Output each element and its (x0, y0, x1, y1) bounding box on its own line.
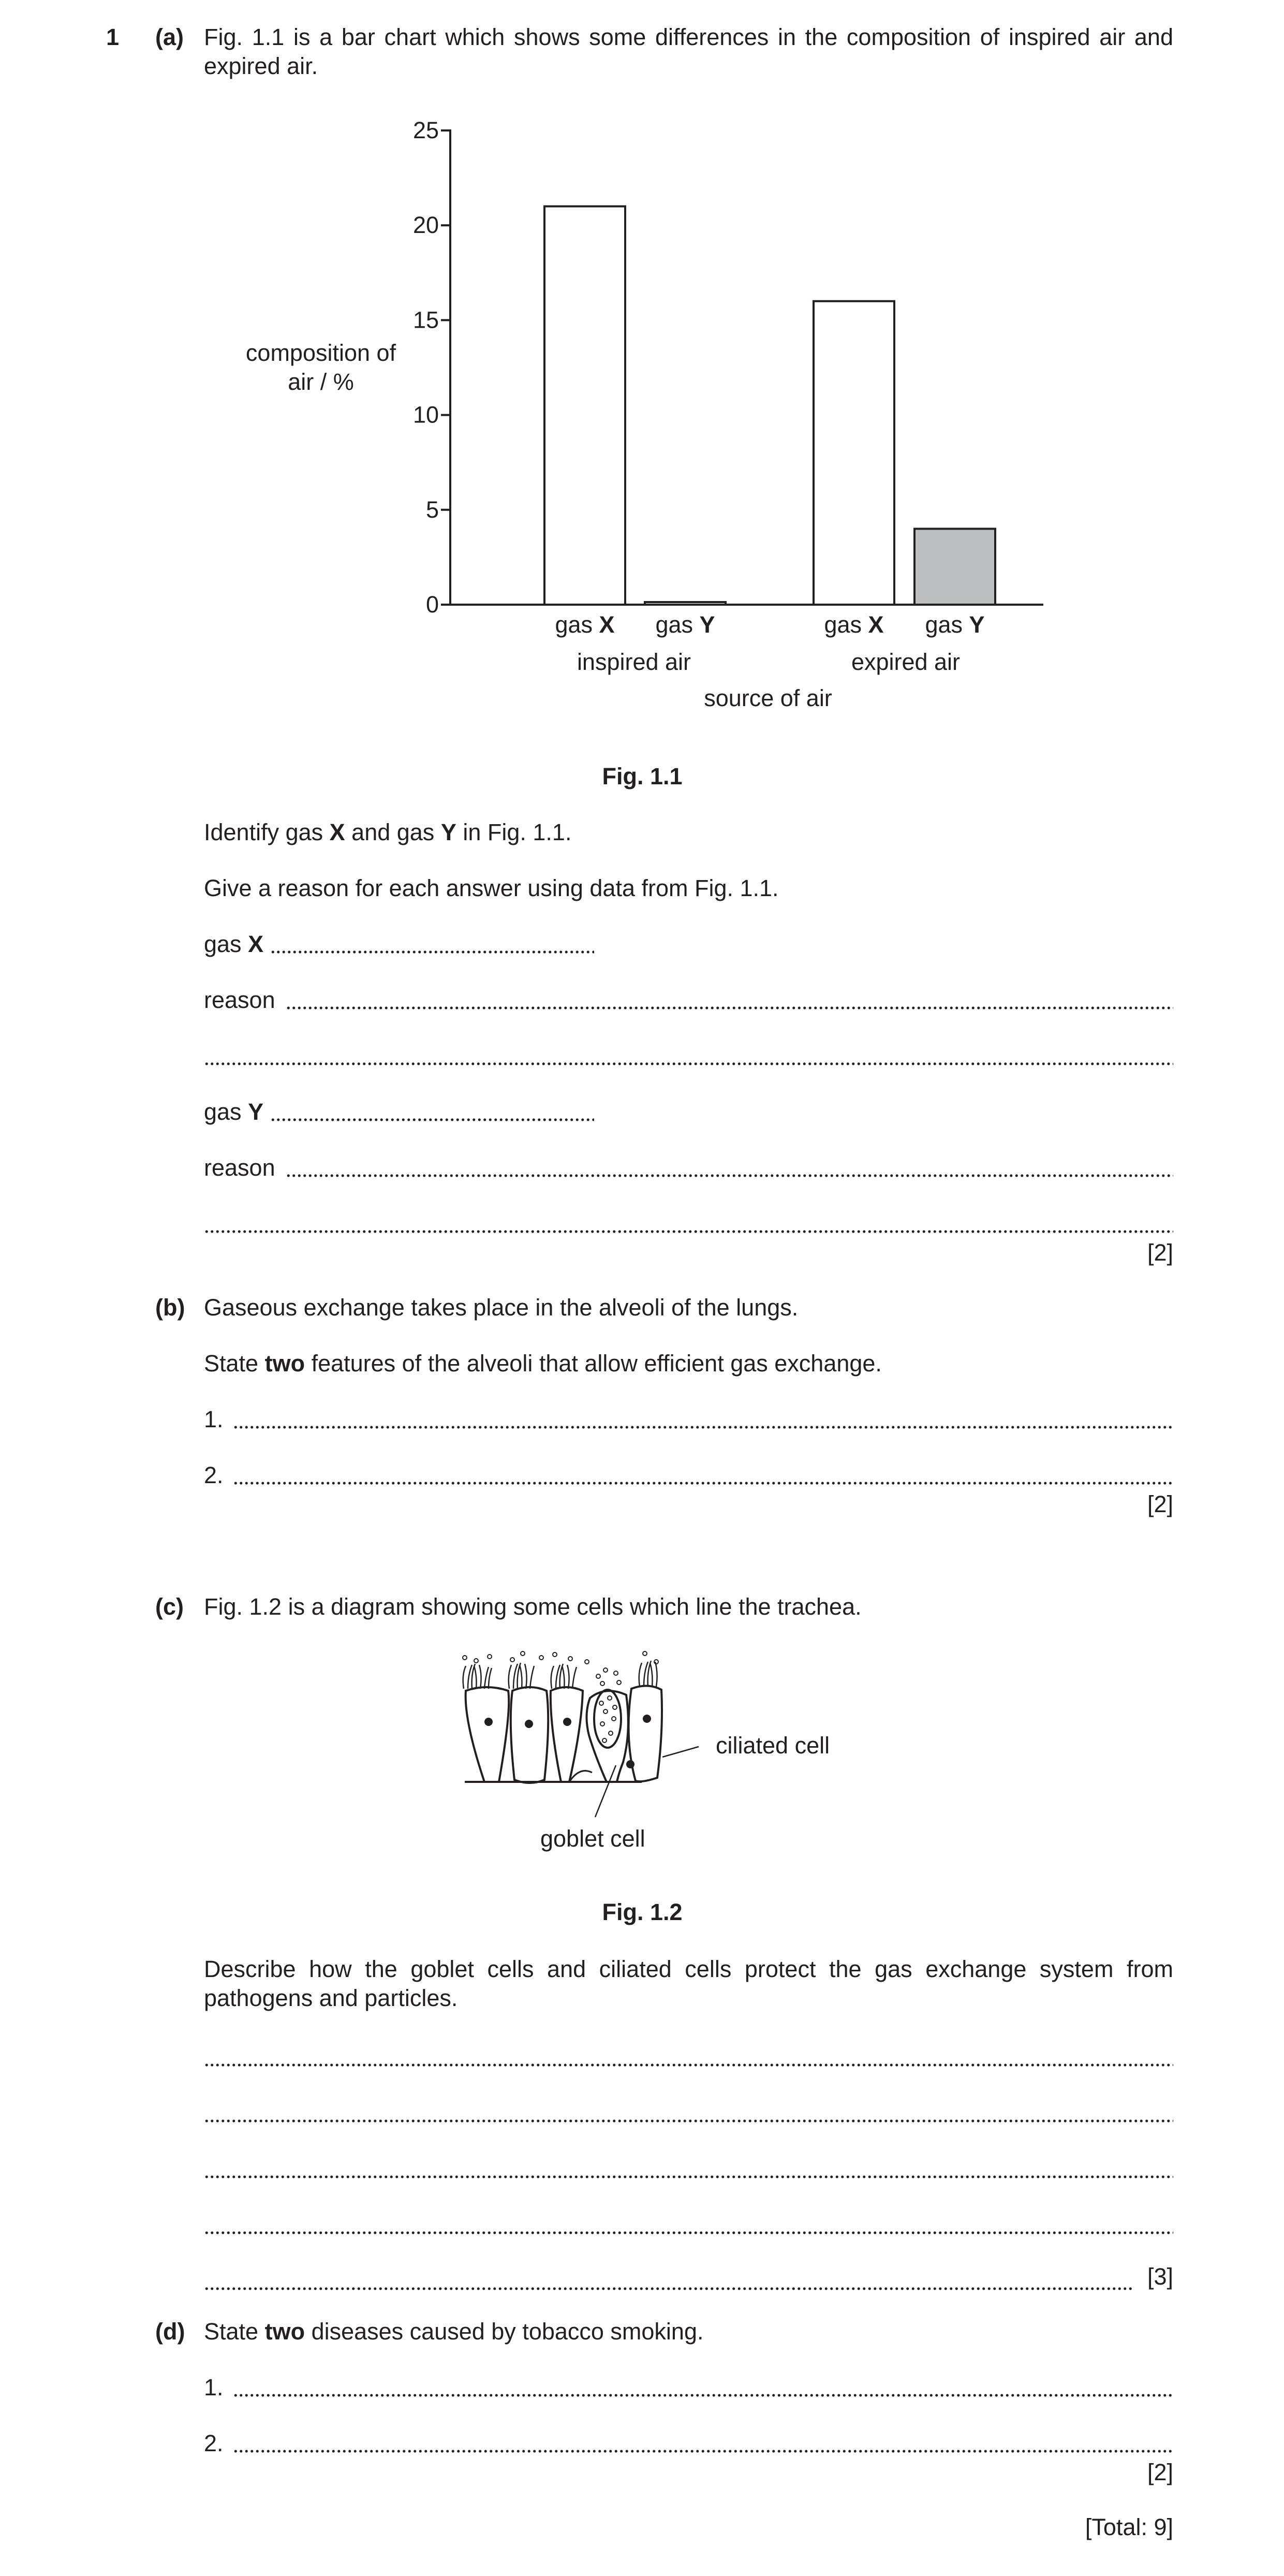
part-b-answer-line-1[interactable] (233, 1425, 1173, 1430)
part-a-label: (a) (155, 24, 184, 50)
reason-x-answer-line-1[interactable] (286, 1005, 1173, 1011)
part-a-marks: [2] (1147, 1239, 1173, 1266)
part-d-label: (d) (155, 2318, 185, 2345)
part-c-answer-line-4[interactable] (204, 2230, 1173, 2235)
part-c-answer-line-5[interactable] (204, 2286, 1132, 2291)
part-d-item-2: 2. (204, 2430, 224, 2456)
part-b-item-2: 2. (204, 1462, 224, 1488)
part-d-answer-line-2[interactable] (233, 2449, 1173, 2454)
part-c-marks: [3] (1147, 2263, 1173, 2290)
reason-y-answer-line-1[interactable] (286, 1173, 1173, 1178)
part-c-instruction: Describe how the goblet cells and ciliated cells protect the gas exchange system from pathogens and particles. (204, 1956, 1173, 2011)
part-b-answer-line-2[interactable] (233, 1481, 1173, 1486)
gas-x-label: gas X (204, 931, 264, 957)
y-axis-label-line1: composition of (245, 340, 396, 366)
reason-y-answer-line-2[interactable] (204, 1229, 1173, 1234)
bar-category-label: gas Y (925, 611, 985, 638)
part-d-item-1: 1. (204, 2374, 224, 2401)
y-tick-label: 20 (412, 212, 439, 239)
reason-y-label: reason (204, 1154, 275, 1181)
bar (814, 301, 894, 605)
goblet-label-line (595, 1765, 616, 1817)
y-tick-label: 10 (412, 401, 439, 428)
bar (645, 602, 726, 605)
part-c-answer-line-1[interactable] (204, 2062, 1173, 2068)
part-c-intro: Fig. 1.2 is a diagram showing some cells which line the trachea. (204, 1593, 862, 1620)
ciliated-label-line (662, 1747, 699, 1757)
part-a-intro: Fig. 1.1 is a bar chart which shows some differences in the composition of inspired air and expired air. (204, 24, 1173, 79)
gas-x-answer-line[interactable] (270, 949, 594, 955)
bar-category-label: gas X (824, 611, 884, 638)
chart-bars (544, 207, 995, 605)
y-tick-label: 0 (425, 591, 439, 618)
y-tick-label: 25 (412, 117, 439, 143)
part-b-intro: Gaseous exchange takes place in the alveoli of the lungs. (204, 1294, 799, 1321)
part-c-answer-line-3[interactable] (204, 2174, 1173, 2179)
reason-x-answer-line-2[interactable] (204, 1061, 1173, 1066)
bar (914, 529, 995, 605)
ciliated-cell (511, 1687, 548, 1783)
question-number: 1 (106, 24, 120, 50)
goblet-cell (586, 1691, 628, 1782)
part-b-marks: [2] (1147, 1491, 1173, 1517)
part-d-marks: [2] (1147, 2459, 1173, 2485)
goblet-cell-label: goblet cell (540, 1825, 645, 1852)
cilia-icon (463, 1661, 657, 1689)
chart-labels (413, 117, 985, 711)
part-a-instruction-2: Give a reason for each answer using data from Fig. 1.1. (204, 875, 779, 901)
bar (544, 207, 625, 605)
part-c-answer-line-2[interactable] (204, 2118, 1173, 2124)
part-c-label: (c) (155, 1593, 184, 1620)
fig-1-2-caption: Fig. 1.2 (602, 1899, 683, 1925)
part-b-item-1: 1. (204, 1406, 224, 1432)
bar-category-label: gas X (555, 611, 615, 638)
y-tick-label: 5 (425, 496, 439, 523)
gas-y-answer-line[interactable] (270, 1117, 594, 1122)
y-tick-label: 15 (412, 306, 439, 333)
y-axis-label-line2: air / % (288, 369, 354, 395)
ciliated-cell (466, 1687, 509, 1782)
bar-chart (0, 0, 1284, 751)
total-marks: [Total: 9] (1085, 2514, 1173, 2540)
group-label: inspired air (577, 649, 691, 675)
part-d-answer-line-1[interactable] (233, 2393, 1173, 2398)
part-d-instruction: State two diseases caused by tobacco smoking. (204, 2318, 704, 2345)
fig-1-1-caption: Fig. 1.1 (602, 763, 683, 789)
reason-x-label: reason (204, 987, 275, 1013)
part-b-instruction: State two features of the alveoli that allow efficient gas exchange. (204, 1350, 882, 1377)
ciliated-cell (551, 1687, 583, 1782)
ciliated-cell (629, 1686, 662, 1781)
ciliated-cell-label: ciliated cell (716, 1732, 830, 1759)
gas-y-label: gas Y (204, 1099, 264, 1125)
x-axis-label: source of air (704, 685, 832, 711)
bar-category-label: gas Y (655, 611, 715, 638)
part-a-instruction-1: Identify gas X and gas Y in Fig. 1.1. (204, 819, 572, 845)
group-label: expired air (851, 649, 961, 675)
part-b-label: (b) (155, 1294, 185, 1321)
